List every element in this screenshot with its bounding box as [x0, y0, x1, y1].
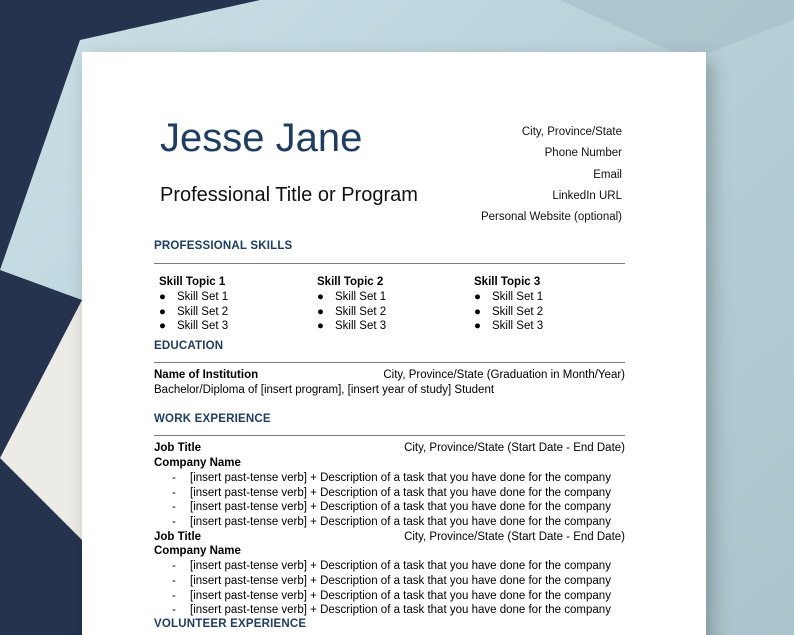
- job-title: Job Title: [154, 442, 202, 454]
- skill-topic: Skill Topic 1: [159, 276, 226, 288]
- resume-name: Jesse Jane: [160, 116, 363, 160]
- task-item: - [insert past-tense verb] + Description of a task that you have done for the company: [172, 501, 611, 513]
- dash-icon: -: [172, 604, 176, 616]
- skill-topic: Skill Topic 3: [474, 276, 541, 288]
- task-item: - [insert past-tense verb] + Description of a task that you have done for the company: [172, 516, 611, 528]
- skill-column: [474, 275, 543, 334]
- institution-location: City, Province/State (Graduation in Month/Year): [383, 369, 625, 381]
- bullet-icon: ●: [159, 305, 166, 318]
- bullet-icon: ●: [474, 320, 481, 333]
- job-header: [154, 531, 625, 543]
- section-heading-education: EDUCATION: [154, 340, 224, 352]
- section-divider: [154, 263, 625, 264]
- job-location: City, Province/State (Start Date - End Date): [404, 442, 625, 454]
- skill-item: ● Skill Set 1: [474, 290, 544, 303]
- skills-grid: [159, 275, 629, 335]
- company-name: Company Name: [154, 545, 241, 557]
- contact-block: [481, 122, 622, 228]
- company-name: Company Name: [154, 457, 241, 469]
- dash-icon: -: [172, 560, 176, 572]
- dash-icon: -: [172, 487, 176, 499]
- bullet-icon: ●: [317, 290, 324, 303]
- bullet-icon: ●: [159, 290, 166, 303]
- institution-name: Name of Institution: [154, 369, 259, 381]
- dash-icon: -: [172, 590, 176, 602]
- section-divider: [154, 362, 625, 363]
- bullet-icon: ●: [317, 320, 324, 333]
- education-row: [154, 369, 625, 381]
- section-divider: [154, 435, 625, 436]
- contact-linkedin: LinkedIn URL: [552, 189, 622, 202]
- task-item: - [insert past-tense verb] + Description of a task that you have done for the company: [172, 575, 611, 587]
- dash-icon: -: [172, 501, 176, 513]
- task-item: - [insert past-tense verb] + Description of a task that you have done for the company: [172, 604, 611, 616]
- task-item: - [insert past-tense verb] + Description of a task that you have done for the company: [172, 487, 611, 499]
- skill-item: ● Skill Set 1: [317, 290, 387, 303]
- section-heading-work: WORK EXPERIENCE: [154, 413, 271, 425]
- skill-item: ● Skill Set 3: [317, 320, 387, 333]
- job-location: City, Province/State (Start Date - End Date): [404, 531, 625, 543]
- job-title: Job Title: [154, 531, 202, 543]
- skill-item: ● Skill Set 2: [474, 305, 544, 318]
- skill-item: ● Skill Set 2: [317, 305, 387, 318]
- bullet-icon: ●: [474, 290, 481, 303]
- skill-item: ● Skill Set 3: [474, 320, 544, 333]
- task-item: - [insert past-tense verb] + Description of a task that you have done for the company: [172, 560, 611, 572]
- bullet-icon: ●: [474, 305, 481, 318]
- contact-email: Email: [593, 168, 622, 181]
- section-heading-volunteer: VOLUNTEER EXPERIENCE: [154, 618, 307, 630]
- skill-item: ● Skill Set 1: [159, 290, 229, 303]
- bullet-icon: ●: [159, 320, 166, 333]
- dash-icon: -: [172, 516, 176, 528]
- dash-icon: -: [172, 575, 176, 587]
- task-item: - [insert past-tense verb] + Description of a task that you have done for the company: [172, 472, 611, 484]
- skill-item: ● Skill Set 2: [159, 305, 229, 318]
- skill-column: [159, 275, 228, 334]
- section-heading-skills: PROFESSIONAL SKILLS: [154, 240, 293, 252]
- contact-location: City, Province/State: [521, 126, 622, 138]
- resume-page: [82, 52, 706, 635]
- job-header: [154, 442, 625, 454]
- dash-icon: -: [172, 472, 176, 484]
- skill-item: ● Skill Set 3: [159, 320, 229, 333]
- degree-line: Bachelor/Diploma of [insert program], [insert year of study] Student: [154, 384, 495, 396]
- professional-title: Professional Title or Program: [160, 184, 418, 206]
- bullet-icon: ●: [317, 305, 324, 318]
- task-item: - [insert past-tense verb] + Description of a task that you have done for the company: [172, 590, 611, 602]
- contact-phone: Phone Number: [544, 147, 622, 160]
- skill-topic: Skill Topic 2: [317, 276, 384, 288]
- contact-website: Personal Website (optional): [480, 211, 622, 224]
- skill-column: [317, 275, 386, 334]
